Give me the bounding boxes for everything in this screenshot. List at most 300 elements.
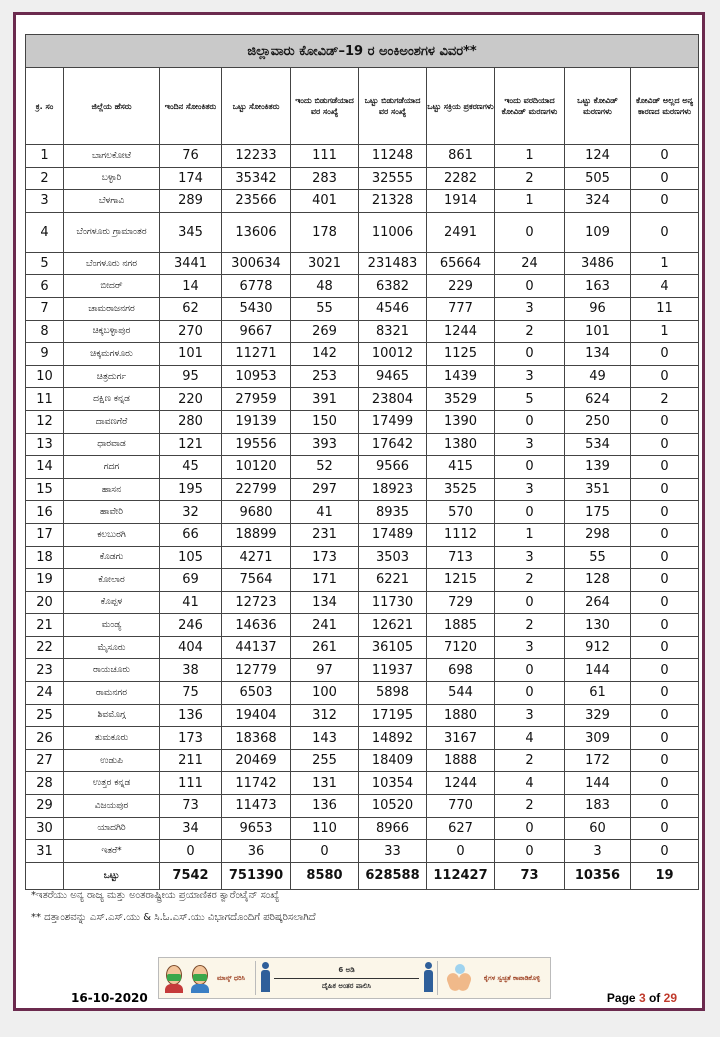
table-row xyxy=(26,772,699,795)
table-cell: 1888 xyxy=(427,749,495,772)
total-label: ಒಟ್ಟು xyxy=(64,862,160,889)
table-cell: 298 xyxy=(565,523,631,546)
table-cell: 0 xyxy=(495,275,565,298)
table-cell: 0 xyxy=(631,727,699,750)
table-cell: 2282 xyxy=(427,167,495,190)
table-cell: 2 xyxy=(495,569,565,592)
table-cell: 1244 xyxy=(427,320,495,343)
table-cell: 25 xyxy=(26,704,64,727)
table-cell: 12723 xyxy=(222,591,291,614)
table-row xyxy=(26,501,699,524)
district-name-cell: ಶಿವಮೊಗ್ಗ xyxy=(64,704,160,727)
table-cell: 134 xyxy=(291,591,359,614)
table-cell: 41 xyxy=(160,591,222,614)
table-cell: 3 xyxy=(495,704,565,727)
column-header: ಇಂದು ವರದಿಯಾದ ಕೋವಿಡ್ ಮರಣಗಳು xyxy=(495,68,565,145)
table-cell: 23 xyxy=(26,659,64,682)
district-name-cell: ರಾಯಚೂರು xyxy=(64,659,160,682)
total-cell: 628588 xyxy=(359,862,427,889)
table-cell: 5 xyxy=(26,252,64,275)
table-cell: 10953 xyxy=(222,365,291,388)
table-row xyxy=(26,343,699,366)
table-cell: 505 xyxy=(565,167,631,190)
mask-label: ಮಾಸ್ಕ್ ಧರಿಸಿ xyxy=(217,973,245,982)
table-cell: 143 xyxy=(291,727,359,750)
table-cell: 17 xyxy=(26,523,64,546)
table-cell: 3 xyxy=(495,433,565,456)
table-cell: 10012 xyxy=(359,343,427,366)
table-cell: 2491 xyxy=(427,212,495,252)
district-name-cell: ಕೊಪ್ಪಳ xyxy=(64,591,160,614)
table-cell: 0 xyxy=(427,840,495,863)
table-row xyxy=(26,614,699,637)
person-icon xyxy=(423,962,433,994)
table-cell: 163 xyxy=(565,275,631,298)
table-cell: 75 xyxy=(160,682,222,705)
table-cell: 1914 xyxy=(427,190,495,213)
table-row xyxy=(26,727,699,750)
table-cell: 44137 xyxy=(222,636,291,659)
column-header: ಒಟ್ಟು ಸಕ್ರಿಯ ಪ್ರಕರಣಗಳು xyxy=(427,68,495,145)
district-name-cell: ಉತ್ತರ ಕನ್ನಡ xyxy=(64,772,160,795)
table-cell: 18409 xyxy=(359,749,427,772)
table-cell: 0 xyxy=(631,343,699,366)
table-cell: 4 xyxy=(26,212,64,252)
district-name-cell: ಕಲಬುರಗಿ xyxy=(64,523,160,546)
distance-block xyxy=(270,966,423,991)
table-cell: 31 xyxy=(26,840,64,863)
table-cell: 11742 xyxy=(222,772,291,795)
table-cell: 3 xyxy=(495,636,565,659)
district-name-cell: ಧಾರವಾಡ xyxy=(64,433,160,456)
table-cell: 1885 xyxy=(427,614,495,637)
table-cell: 9566 xyxy=(359,456,427,479)
page-number: Page 3 of 29 xyxy=(606,991,677,1005)
table-cell: 11 xyxy=(631,297,699,320)
table-cell: 65664 xyxy=(427,252,495,275)
table-cell: 174 xyxy=(160,167,222,190)
table-cell: 1380 xyxy=(427,433,495,456)
table-cell: 6221 xyxy=(359,569,427,592)
person-icon xyxy=(260,962,270,994)
table-cell: 195 xyxy=(160,478,222,501)
district-name-cell: ಕೋಲಾರ xyxy=(64,569,160,592)
table-cell: 18923 xyxy=(359,478,427,501)
table-cell: 12779 xyxy=(222,659,291,682)
table-cell: 0 xyxy=(631,478,699,501)
table-cell: 21 xyxy=(26,614,64,637)
table-row xyxy=(26,749,699,772)
table-cell: 16 xyxy=(26,501,64,524)
table-cell: 4271 xyxy=(222,546,291,569)
table-row xyxy=(26,167,699,190)
table-cell: 5 xyxy=(495,388,565,411)
district-name-cell: ಕೊಡಗು xyxy=(64,546,160,569)
table-cell: 66 xyxy=(160,523,222,546)
table-cell: 1439 xyxy=(427,365,495,388)
table-cell: 175 xyxy=(565,501,631,524)
table-cell: 24 xyxy=(26,682,64,705)
table-cell: 3486 xyxy=(565,252,631,275)
table-cell: 698 xyxy=(427,659,495,682)
footnote-1: *ಇತರೆಯು ಅನ್ಯ ರಾಜ್ಯ ಮತ್ತು ಅಂತರಾಷ್ಟ್ರೀಯ ಪ್ರಯಾಣಿಕರ ಕ್ವಾರೆಂಟೈನ್ ಸಂಖ್ಯೆ xyxy=(31,890,280,901)
table-cell: 183 xyxy=(565,795,631,818)
district-name-cell: ಚಿಕ್ಕಮಗಳೂರು xyxy=(64,343,160,366)
table-cell: 11006 xyxy=(359,212,427,252)
table-cell: 150 xyxy=(291,410,359,433)
table-cell: 0 xyxy=(631,840,699,863)
table-cell: 0 xyxy=(495,410,565,433)
table-row xyxy=(26,190,699,213)
table-cell: 18899 xyxy=(222,523,291,546)
table-cell: 1215 xyxy=(427,569,495,592)
table-cell: 0 xyxy=(631,410,699,433)
table-cell: 391 xyxy=(291,388,359,411)
footnotes xyxy=(31,885,316,929)
distance-caption: ದೈಹಿಕ ಅಂತರ ಪಾಲಿಸಿ xyxy=(321,981,372,990)
divider xyxy=(255,961,256,995)
table-cell: 144 xyxy=(565,772,631,795)
table-cell: 3 xyxy=(565,840,631,863)
table-cell: 0 xyxy=(631,795,699,818)
table-cell: 36105 xyxy=(359,636,427,659)
table-cell: 0 xyxy=(631,704,699,727)
table-cell: 36 xyxy=(222,840,291,863)
table-cell: 0 xyxy=(495,659,565,682)
table-cell: 246 xyxy=(160,614,222,637)
table-cell: 48 xyxy=(291,275,359,298)
district-name-cell: ಬೀದರ್ xyxy=(64,275,160,298)
table-cell: 61 xyxy=(565,682,631,705)
table-cell: 178 xyxy=(291,212,359,252)
district-name-cell: ತುಮಕೂರು xyxy=(64,727,160,750)
total-cell: 751390 xyxy=(222,862,291,889)
table-cell: 12621 xyxy=(359,614,427,637)
total-cell: 19 xyxy=(631,862,699,889)
table-cell: 415 xyxy=(427,456,495,479)
table-cell: 15 xyxy=(26,478,64,501)
column-header: ಒಟ್ಟು ಸೋಂಕಿತರು xyxy=(222,68,291,145)
table-cell: 713 xyxy=(427,546,495,569)
table-cell: 0 xyxy=(631,145,699,168)
table-row xyxy=(26,145,699,168)
table-cell: 172 xyxy=(565,749,631,772)
table-title: ಜಿಲ್ಲಾವಾರು ಕೋವಿಡ್–19 ರ ಅಂಕಿಅಂಶಗಳ ವಿವರ** xyxy=(26,35,699,68)
district-name-cell: ಯಾದಗಿರಿ xyxy=(64,817,160,840)
total-cell: 73 xyxy=(495,862,565,889)
table-cell: 3525 xyxy=(427,478,495,501)
table-cell: 95 xyxy=(160,365,222,388)
table-cell: 14 xyxy=(26,456,64,479)
table-cell: 0 xyxy=(631,456,699,479)
table-cell: 0 xyxy=(631,614,699,637)
table-cell: 4 xyxy=(495,727,565,750)
table-cell: 329 xyxy=(565,704,631,727)
table-cell: 1 xyxy=(631,252,699,275)
table-cell: 111 xyxy=(291,145,359,168)
district-name-cell: ದಕ್ಷಿಣ ಕನ್ನಡ xyxy=(64,388,160,411)
district-name-cell: ಹಾವೇರಿ xyxy=(64,501,160,524)
table-cell: 269 xyxy=(291,320,359,343)
table-cell: 0 xyxy=(631,523,699,546)
table-cell: 30 xyxy=(26,817,64,840)
table-cell: 1 xyxy=(495,523,565,546)
column-header: ಕ್ರ. ಸಂ xyxy=(26,68,64,145)
total-cell: 7542 xyxy=(160,862,222,889)
table-cell: 324 xyxy=(565,190,631,213)
table-cell: 6382 xyxy=(359,275,427,298)
table-cell: 121 xyxy=(160,433,222,456)
table-cell: 22 xyxy=(26,636,64,659)
table-cell: 393 xyxy=(291,433,359,456)
table-cell: 9653 xyxy=(222,817,291,840)
footnote-2: ** ದತ್ತಾಂಶವನ್ನು ಎಸ್.ಎಸ್.ಯು & ಸಿ.ಓ.ಎಸ್.ಯು ವಿಭಾಗದೊಂದಿಗೆ ಪರಿಷ್ಕರಿಸಲಾಗಿದೆ xyxy=(31,912,316,923)
table-cell: 770 xyxy=(427,795,495,818)
district-name-cell: ಹಾಸನ xyxy=(64,478,160,501)
table-cell: 289 xyxy=(160,190,222,213)
district-name-cell: ಚಿಕ್ಕಬಳ್ಳಾಪುರ xyxy=(64,320,160,343)
table-cell: 1125 xyxy=(427,343,495,366)
table-cell: 211 xyxy=(160,749,222,772)
table-cell: 32 xyxy=(160,501,222,524)
table-cell: 404 xyxy=(160,636,222,659)
table-cell: 3441 xyxy=(160,252,222,275)
table-cell: 7 xyxy=(26,297,64,320)
table-cell: 139 xyxy=(565,456,631,479)
table-cell: 12233 xyxy=(222,145,291,168)
table-cell: 19404 xyxy=(222,704,291,727)
table-cell: 97 xyxy=(291,659,359,682)
table-cell: 45 xyxy=(160,456,222,479)
table-cell: 0 xyxy=(495,817,565,840)
district-name-cell: ಬಾಗಲಕೋಟೆ xyxy=(64,145,160,168)
table-cell: 241 xyxy=(291,614,359,637)
table-cell: 401 xyxy=(291,190,359,213)
table-cell: 23804 xyxy=(359,388,427,411)
table-row xyxy=(26,591,699,614)
double-arrow-icon xyxy=(274,978,419,979)
district-name-cell: ಮಂಡ್ಯ xyxy=(64,614,160,637)
table-cell: 173 xyxy=(160,727,222,750)
column-header: ಇಂದು ಬಿಡುಗಡೆಯಾದ ವರ ಸಂಖ್ಯೆ xyxy=(291,68,359,145)
table-cell: 0 xyxy=(631,167,699,190)
table-cell: 5898 xyxy=(359,682,427,705)
district-covid-table xyxy=(25,34,699,890)
table-cell: 20469 xyxy=(222,749,291,772)
table-cell: 250 xyxy=(565,410,631,433)
district-name-cell: ಇತರೆ* xyxy=(64,840,160,863)
table-row xyxy=(26,659,699,682)
table-cell: 130 xyxy=(565,614,631,637)
table-cell: 624 xyxy=(565,388,631,411)
table-row xyxy=(26,212,699,252)
table-cell: 2 xyxy=(26,167,64,190)
table-cell: 0 xyxy=(631,682,699,705)
table-row xyxy=(26,817,699,840)
table-row xyxy=(26,704,699,727)
table-cell: 6778 xyxy=(222,275,291,298)
table-body xyxy=(26,145,699,863)
table-cell: 0 xyxy=(631,190,699,213)
table-cell: 13606 xyxy=(222,212,291,252)
table-cell: 76 xyxy=(160,145,222,168)
table-cell: 10354 xyxy=(359,772,427,795)
table-cell: 312 xyxy=(291,704,359,727)
table-row xyxy=(26,252,699,275)
table-cell: 11937 xyxy=(359,659,427,682)
table-cell: 8321 xyxy=(359,320,427,343)
table-cell: 3167 xyxy=(427,727,495,750)
table-cell: 17195 xyxy=(359,704,427,727)
table-cell: 136 xyxy=(160,704,222,727)
table-cell: 27 xyxy=(26,749,64,772)
table-cell: 52 xyxy=(291,456,359,479)
district-name-cell: ಮೈಸೂರು xyxy=(64,636,160,659)
table-cell: 11730 xyxy=(359,591,427,614)
table-cell: 0 xyxy=(631,772,699,795)
divider xyxy=(437,961,438,995)
table-cell: 17489 xyxy=(359,523,427,546)
table-cell: 96 xyxy=(565,297,631,320)
table-cell: 21328 xyxy=(359,190,427,213)
table-cell: 19556 xyxy=(222,433,291,456)
table-cell: 1880 xyxy=(427,704,495,727)
table-cell: 28 xyxy=(26,772,64,795)
table-cell: 0 xyxy=(631,636,699,659)
table-cell: 10520 xyxy=(359,795,427,818)
table-cell: 60 xyxy=(565,817,631,840)
district-name-cell: ಬೆಂಗಳೂರು ಗ್ರಾಮಾಂತರ xyxy=(64,212,160,252)
table-cell: 3021 xyxy=(291,252,359,275)
table-cell: 4 xyxy=(495,772,565,795)
table-cell: 9680 xyxy=(222,501,291,524)
table-cell: 5430 xyxy=(222,297,291,320)
table-cell: 0 xyxy=(495,591,565,614)
table-cell: 255 xyxy=(291,749,359,772)
table-cell: 0 xyxy=(495,212,565,252)
table-cell: 0 xyxy=(495,501,565,524)
table-cell: 0 xyxy=(631,365,699,388)
table-row xyxy=(26,636,699,659)
table-cell: 345 xyxy=(160,212,222,252)
report-date: 16-10-2020 xyxy=(71,991,148,1005)
table-cell: 1244 xyxy=(427,772,495,795)
table-cell: 128 xyxy=(565,569,631,592)
table-cell: 1390 xyxy=(427,410,495,433)
table-cell: 49 xyxy=(565,365,631,388)
table-row xyxy=(26,456,699,479)
masked-person-icon xyxy=(163,963,185,993)
table-cell: 19139 xyxy=(222,410,291,433)
safety-banner xyxy=(158,957,551,999)
table-cell: 0 xyxy=(495,343,565,366)
district-name-cell: ರಾಮನಗರ xyxy=(64,682,160,705)
table-cell: 100 xyxy=(291,682,359,705)
table-cell: 283 xyxy=(291,167,359,190)
table-cell: 0 xyxy=(631,433,699,456)
table-cell: 142 xyxy=(291,343,359,366)
table-row xyxy=(26,682,699,705)
district-name-cell: ದಾವಣಗೆರೆ xyxy=(64,410,160,433)
table-cell: 3 xyxy=(495,478,565,501)
table-cell: 32555 xyxy=(359,167,427,190)
table-cell: 3 xyxy=(495,365,565,388)
table-cell: 261 xyxy=(291,636,359,659)
table-cell: 534 xyxy=(565,433,631,456)
table-cell: 29 xyxy=(26,795,64,818)
table-cell: 7120 xyxy=(427,636,495,659)
table-cell: 220 xyxy=(160,388,222,411)
table-cell: 131 xyxy=(291,772,359,795)
table-row xyxy=(26,433,699,456)
table-cell: 6503 xyxy=(222,682,291,705)
table-cell: 17642 xyxy=(359,433,427,456)
table-cell: 253 xyxy=(291,365,359,388)
table-cell: 9667 xyxy=(222,320,291,343)
table-cell: 729 xyxy=(427,591,495,614)
column-header: ಇಂದಿನ ಸೋಂಕಿತರು xyxy=(160,68,222,145)
table-cell: 3 xyxy=(26,190,64,213)
column-header: ಕೋವಿಡ್ ಅಲ್ಲದ ಅನ್ಯ ಕಾರಣದ ಮರಣಗಳು xyxy=(631,68,699,145)
page-total: 29 xyxy=(663,991,677,1005)
table-row xyxy=(26,795,699,818)
handwash-icon xyxy=(446,963,474,993)
table-cell: 1 xyxy=(495,145,565,168)
table-row xyxy=(26,840,699,863)
table-cell: 33 xyxy=(359,840,427,863)
table-cell: 34 xyxy=(160,817,222,840)
table-row xyxy=(26,275,699,298)
table-row xyxy=(26,320,699,343)
table-row xyxy=(26,478,699,501)
table-cell: 19 xyxy=(26,569,64,592)
table-cell: 14636 xyxy=(222,614,291,637)
table-cell: 6 xyxy=(26,275,64,298)
table-cell: 41 xyxy=(291,501,359,524)
table-cell: 0 xyxy=(631,212,699,252)
table-cell: 109 xyxy=(565,212,631,252)
table-cell: 231 xyxy=(291,523,359,546)
table-cell: 24 xyxy=(495,252,565,275)
table-cell: 17499 xyxy=(359,410,427,433)
table-cell: 134 xyxy=(565,343,631,366)
table-cell: 105 xyxy=(160,546,222,569)
header-row xyxy=(26,68,699,145)
table-cell: 4546 xyxy=(359,297,427,320)
table-cell: 11 xyxy=(26,388,64,411)
district-name-cell: ಬೆಂಗಳೂರು ನಗರ xyxy=(64,252,160,275)
table-cell: 0 xyxy=(631,659,699,682)
table-cell: 2 xyxy=(495,167,565,190)
table-row xyxy=(26,569,699,592)
table-cell: 3529 xyxy=(427,388,495,411)
district-name-cell: ಬಳ್ಳಾರಿ xyxy=(64,167,160,190)
district-name-cell: ಗದಗ xyxy=(64,456,160,479)
table-cell: 136 xyxy=(291,795,359,818)
table-cell: 351 xyxy=(565,478,631,501)
table-cell: 8966 xyxy=(359,817,427,840)
table-cell: 18368 xyxy=(222,727,291,750)
table-cell: 22799 xyxy=(222,478,291,501)
table-cell: 280 xyxy=(160,410,222,433)
table-cell: 1 xyxy=(495,190,565,213)
table-cell: 861 xyxy=(427,145,495,168)
table-cell: 124 xyxy=(565,145,631,168)
table-cell: 69 xyxy=(160,569,222,592)
column-header: ಒಟ್ಟು ಕೋವಿಡ್ ಮರಣಗಳು xyxy=(565,68,631,145)
table-cell: 13 xyxy=(26,433,64,456)
table-cell: 231483 xyxy=(359,252,427,275)
